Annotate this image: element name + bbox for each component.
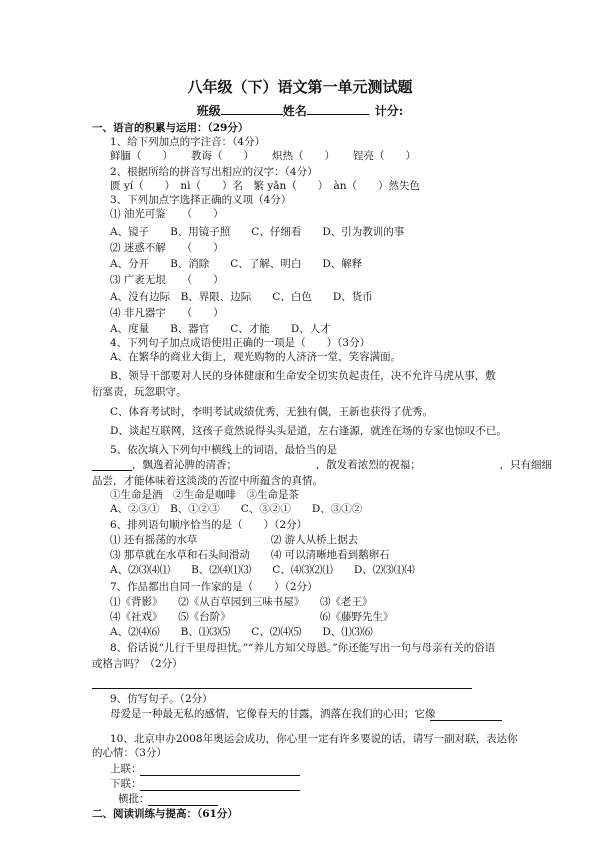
q1-item: 锃亮（ ）: [353, 150, 416, 162]
q3-word-1: ⑴ 油光可鉴 （ ）: [110, 208, 224, 220]
q4-stem: 4、下列句子加点成语使用正确的一项是（ ）（3分）: [110, 337, 371, 349]
q1-item: 教诲（ ）: [191, 150, 254, 162]
q8-line-2: 或格言吗？（2分）: [92, 658, 183, 670]
q4-option-b-line1: B、领导干部要对人民的身体健康和生命安全切实负起责任，决不允许马虎从事，敷: [110, 370, 496, 382]
q1-stem: 1、给下列加点的字注音：（4分）: [110, 136, 266, 148]
q6-options: A、⑵⑶⑷⑴ B、⑵⑷⑴⑶ C、⑷⑶⑵⑴ D、⑵⑶⑴⑷: [110, 564, 415, 576]
q3-word-3: ⑶ 广袤无垠 （ ）: [110, 274, 224, 286]
q10-upper-blank: [140, 775, 300, 776]
q4-option-b-line2: 衍塞责，玩忽职守。: [92, 386, 187, 398]
q10-horizontal-blank: [148, 805, 218, 806]
q5-line-2: 品尝，才能体味着这淡淡的苦涩中所蕴含的真情。: [92, 475, 323, 487]
q5-blank-1: [92, 470, 132, 471]
q10-horizontal-label: 横批：: [118, 793, 150, 805]
q6-stem: 6、排列语句顺序恰当的是（ ）（2分）: [110, 519, 308, 531]
q7-line-2: ⑷《社戏》 ⑸《台阶》 ⑹《藤野先生》: [110, 611, 394, 623]
q5-line-1: ，飘逸着沁脾的清香； ，散发着浓烈的祝福； ，只有细细: [132, 459, 552, 471]
q10-lower-blank: [140, 790, 300, 791]
q10-upper-label: 上联：: [110, 763, 142, 775]
q2-line: 匮 yí（ ） nì（ ）名 繁 yǎn（ ） àn（ ）然失色: [110, 180, 421, 192]
q4-option-a: A、在繁华的商业大街上，观光购物的人济济一堂，笑容满面。: [110, 351, 402, 363]
score-label: 计分:: [374, 104, 404, 118]
q3-options-1: A、镜子 B、用镜子照 C、仔细看 D、引为教训的事: [110, 226, 405, 238]
q5-options: A、②③① B、①②③ C、③②① D、③①②: [110, 503, 363, 515]
q9-line: 母爱是一种最无私的感情，它像春天的甘露，洒落在我们的心田；它像: [110, 708, 436, 720]
q7-stem: 7、作品都出自同一作家的是（ ）（2分）: [110, 581, 318, 593]
q10-line-2: 的心情：（3分）: [92, 747, 167, 759]
section-1-heading: 一、语言的积累与运用：（29分）: [92, 122, 249, 134]
q3-options-2: A、分开 B、消除 C、了解、明白 D、解释: [110, 258, 363, 270]
class-label: 班级: [196, 104, 221, 118]
q3-word-2: ⑵ 迷惑不解 （ ）: [110, 242, 224, 254]
q9-blank: [430, 720, 502, 721]
page-title: 八年级（下）语文第一单元测试题: [187, 78, 413, 96]
q2-stem: 2、根据所给的拼音写出相应的汉字：（4分）: [110, 166, 318, 178]
q4-option-c: C、体育考试时，李明考试成绩优秀，无独有偶，王新也获得了优秀。: [110, 406, 434, 418]
q8-line-1: 8、俗话说“儿行千里母担忧。”“养儿方知父母恩。”你还能写出一句与母亲有关的俗语: [110, 642, 496, 654]
q1-item: 炽热（ ）: [272, 150, 335, 162]
q5-stem: 5、依次填入下列句中横线上的词语，最恰当的是: [110, 444, 338, 456]
q10-line-1: 10、北京申办2008年奥运会成功，你心里一定有许多要说的话，请写一副对联，表达你: [110, 733, 518, 745]
class-blank: [221, 103, 283, 115]
q7-options: A、⑵⑷⑹ B、⑴⑶⑸ C、⑵⑷⑸ D、⑴⑶⑹: [110, 626, 373, 638]
q7-line-1: ⑴《背影》 ⑵《从百草园到三味书屋》 ⑶《老王》: [110, 596, 373, 608]
q3-options-3: A、没有边际 B、界限、边际 C、白色 D、货币: [110, 291, 373, 303]
name-blank: [307, 103, 369, 115]
section-2-heading: 二、阅读训练与提高：（61分）: [92, 808, 238, 820]
q4-option-d: D、谈起互联网，这孩子竟然说得头头是道，左右逢源，就连在场的专家也惊叹不已。: [110, 425, 507, 437]
q6-line-2: ⑶ 那草就在水草和石头间滑动 ⑷ 可以清晰地看到鹅卵石: [110, 549, 390, 561]
name-label: 姓名: [282, 104, 307, 118]
q1-item: 鲜腼（ ）: [110, 150, 173, 162]
q10-lower-label: 下联：: [110, 778, 142, 790]
student-header: [0, 103, 600, 118]
q3-word-4: ⑷ 非凡器宇 （ ）: [110, 307, 224, 319]
q5-line-3: ①生命是酒 ②生命是咖啡 ③生命是茶: [110, 489, 299, 501]
q1-items: [110, 149, 416, 163]
q6-line-1: ⑴ 还有摇荡的水草 ⑵ 游人从桥上据去: [110, 534, 359, 546]
q9-stem: 9、仿写句子。（2分）: [110, 693, 213, 705]
q8-answer-line: [92, 688, 472, 689]
q3-options-4: A、度量 B、器官 C、才能 D、人才: [110, 323, 331, 335]
q3-stem: 3、下列加点字选择正确的义项（4分）: [110, 194, 292, 206]
